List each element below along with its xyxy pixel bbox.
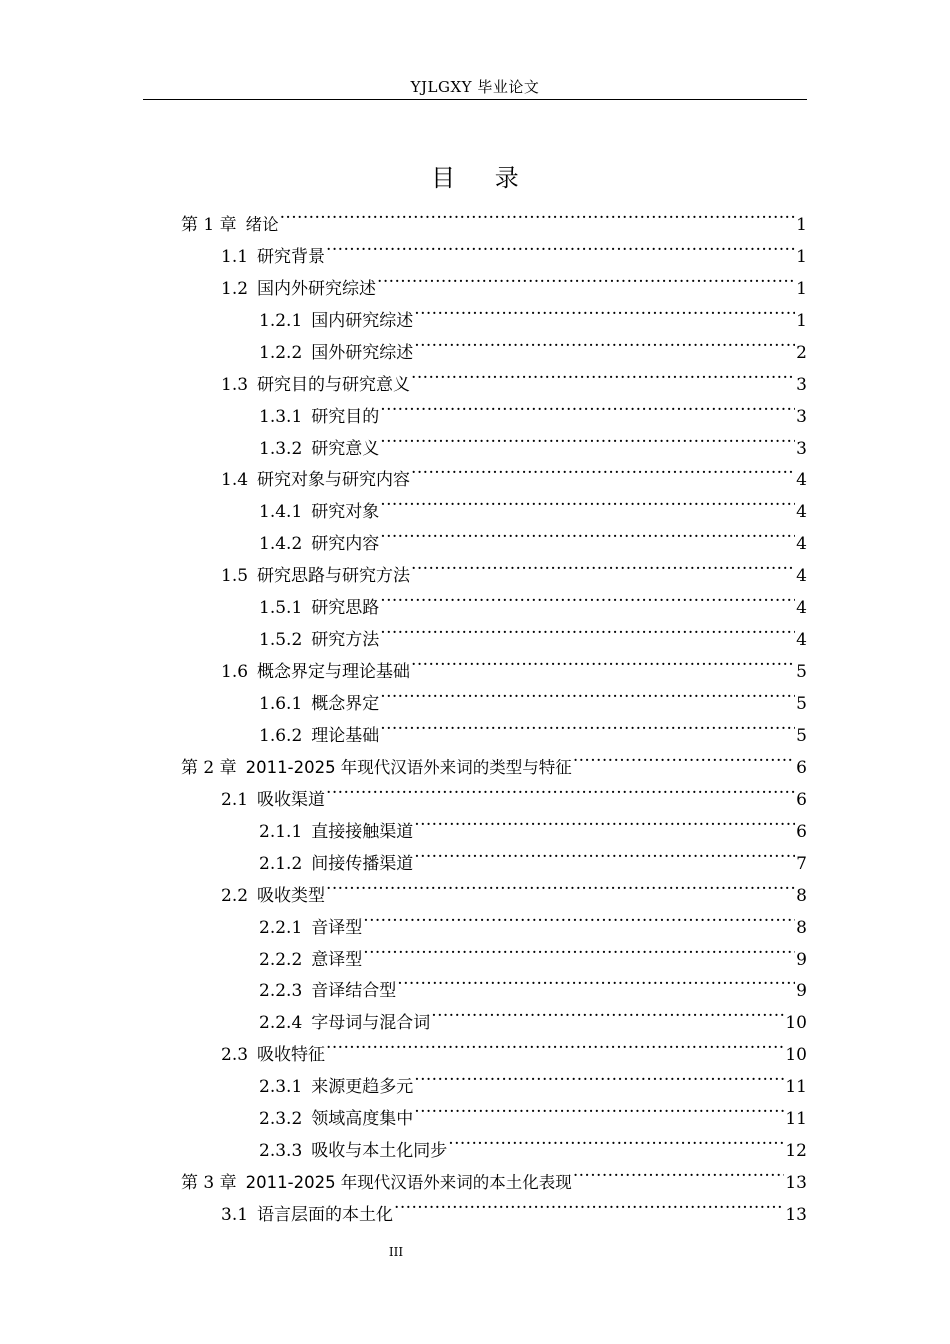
toc-entry-page: 3 [796, 438, 807, 459]
dot-leader [411, 549, 795, 581]
toc-entry-number: 1.4 [221, 470, 249, 491]
toc-entry-page: 5 [796, 725, 807, 746]
dot-leader [414, 326, 795, 358]
toc-entry-title: 2011-2025 年现代汉语外来词的类型与特征 [245, 757, 572, 777]
toc-entry-number: 2.3 [221, 1045, 249, 1066]
toc-entry-title: 吸收类型 [257, 885, 326, 906]
toc-entry-title: 来源更趋多元 [311, 1077, 414, 1098]
toc-entry-page: 6 [796, 757, 807, 778]
toc-entry-number: 第 2 章 [181, 757, 237, 778]
toc-entry-number: 1.4.2 [259, 534, 303, 555]
toc-entry-page: 6 [796, 821, 807, 842]
toc-entry-number: 第 1 章 [181, 214, 237, 235]
toc-entry-number: 2.1.2 [259, 853, 303, 874]
toc-entry-page: 3 [796, 374, 807, 395]
toc-entry-page: 4 [796, 502, 807, 523]
toc-entry-page: 13 [785, 1173, 807, 1194]
dot-leader [363, 901, 795, 933]
toc-entry-title: 吸收渠道 [257, 789, 326, 810]
dot-leader [431, 996, 784, 1028]
toc-entry-page: 7 [796, 853, 807, 874]
toc-entry-page: 4 [796, 566, 807, 587]
dot-leader [380, 485, 795, 517]
dot-leader [380, 709, 795, 741]
toc-entry-number: 1.4.1 [259, 502, 303, 523]
toc-entry-title: 研究对象与研究内容 [257, 470, 411, 491]
dot-leader [380, 677, 795, 709]
toc-entry-number: 1.2.1 [259, 310, 303, 331]
dot-leader [414, 1092, 784, 1124]
toc-entry-title: 吸收特征 [257, 1045, 326, 1066]
toc-entry-title: 直接接触渠道 [311, 821, 414, 842]
toc-entry-number: 第 3 章 [181, 1173, 237, 1194]
toc-entry-page: 5 [796, 694, 807, 714]
dot-leader [394, 1188, 784, 1220]
dot-leader [326, 230, 795, 262]
toc-entry-number: 3.1 [221, 1205, 249, 1225]
toc-entry-title: 领域高度集中 [311, 1109, 414, 1130]
toc-entry-page: 1 [796, 278, 807, 299]
toc-entry-number: 1.3.2 [259, 438, 303, 459]
toc-entry-page: 2 [796, 342, 807, 363]
toc-entry-page: 13 [785, 1205, 807, 1225]
toc-entry-number: 2.2.1 [259, 917, 303, 938]
toc-entry-title: 研究思路与研究方法 [257, 566, 411, 587]
dot-leader [414, 805, 795, 837]
toc-entry-page: 11 [785, 1109, 807, 1130]
toc-entry[interactable] [181, 198, 807, 235]
toc-entry-number: 2.2.3 [259, 981, 303, 1002]
toc-entry-number: 1.3 [221, 374, 249, 395]
toc-entry-title: 研究背景 [257, 246, 326, 267]
dot-leader [414, 1060, 784, 1092]
dot-leader [380, 517, 795, 549]
toc-entry-number: 1.6 [221, 662, 249, 683]
dot-leader [280, 198, 796, 230]
toc-entry-number: 1.5.2 [259, 630, 303, 651]
toc-entry-page: 5 [796, 662, 807, 683]
toc-entry-title: 2011-2025 年现代汉语外来词的本土化表现 [245, 1173, 572, 1193]
dot-leader [380, 613, 795, 645]
dot-leader [380, 581, 795, 613]
toc-entry-title: 研究内容 [311, 534, 380, 555]
toc-entry-page: 10 [785, 1013, 807, 1034]
dot-leader [414, 294, 795, 326]
toc-entry-page: 8 [796, 885, 807, 906]
toc-entry-number: 2.3.1 [259, 1077, 303, 1098]
toc-entry-title: 研究对象 [311, 502, 380, 523]
page-number: III [388, 1245, 404, 1259]
dot-leader [573, 1156, 785, 1188]
toc-entry-number: 1.6.1 [259, 694, 303, 714]
toc-entry-title: 国内研究综述 [311, 310, 414, 331]
toc-entry-title: 语言层面的本土化 [257, 1205, 394, 1225]
toc-entry-page: 1 [796, 214, 807, 235]
toc-entry-title: 研究目的与研究意义 [257, 374, 411, 395]
page-header: YJLGXY 毕业论文 [410, 78, 540, 96]
toc-entry-title: 概念界定 [311, 694, 380, 714]
toc-entry-title: 间接传播渠道 [311, 853, 414, 874]
dot-leader [448, 1124, 784, 1156]
toc-entry-number: 1.6.2 [259, 725, 303, 746]
dot-leader [411, 645, 795, 677]
table-of-contents [181, 198, 807, 1225]
dot-leader [377, 262, 795, 294]
dot-leader [414, 837, 795, 869]
dot-leader [397, 965, 795, 997]
dot-leader [411, 358, 795, 390]
toc-entry-number: 1.1 [221, 246, 249, 267]
dot-leader [326, 773, 795, 805]
toc-entry-number: 1.2 [221, 278, 249, 299]
dot-leader [380, 422, 795, 454]
toc-entry-page: 1 [796, 246, 807, 267]
toc-title: 目 录 [431, 164, 535, 192]
toc-entry-number: 2.3.2 [259, 1109, 303, 1130]
toc-entry-page: 12 [785, 1141, 807, 1162]
toc-entry-page: 8 [796, 917, 807, 938]
toc-entry-title: 研究思路 [311, 598, 380, 619]
toc-entry-number: 2.2.2 [259, 949, 303, 970]
toc-entry-page: 4 [796, 534, 807, 555]
toc-entry-number: 2.2.4 [259, 1013, 303, 1034]
toc-entry-number: 2.1 [221, 789, 249, 810]
toc-entry-title: 研究方法 [311, 630, 380, 651]
toc-entry-title: 理论基础 [311, 725, 380, 746]
toc-entry-title: 吸收与本土化同步 [311, 1141, 448, 1162]
toc-entry-title: 音译型 [311, 917, 363, 938]
toc-entry-number: 1.5 [221, 566, 249, 587]
toc-entry-number: 2.2 [221, 885, 249, 906]
toc-entry-title: 研究目的 [311, 406, 380, 427]
toc-entry-title: 意译型 [311, 949, 363, 970]
toc-entry-page: 4 [796, 630, 807, 651]
toc-entry-title: 研究意义 [311, 438, 380, 459]
toc-entry-page: 1 [796, 310, 807, 331]
toc-entry-page: 9 [796, 949, 807, 970]
toc-entry-page: 3 [796, 406, 807, 427]
toc-entry-page: 9 [796, 981, 807, 1002]
dot-leader [363, 933, 795, 965]
toc-entry-number: 1.2.2 [259, 342, 303, 363]
toc-entry-page: 4 [796, 470, 807, 491]
toc-entry-title: 字母词与混合词 [311, 1013, 431, 1034]
header-rule [143, 99, 807, 100]
toc-entry-title: 概念界定与理论基础 [257, 662, 411, 683]
toc-entry-number: 2.3.3 [259, 1141, 303, 1162]
toc-entry-number: 2.1.1 [259, 821, 303, 842]
toc-entry-page: 11 [785, 1077, 807, 1098]
toc-entry-page: 6 [796, 789, 807, 810]
toc-entry-number: 1.5.1 [259, 598, 303, 619]
toc-entry-page: 4 [796, 598, 807, 619]
toc-entry-title: 音译结合型 [311, 981, 397, 1002]
toc-entry-title: 绪论 [245, 214, 279, 234]
dot-leader [326, 869, 795, 901]
dot-leader [380, 390, 795, 422]
toc-entry-number: 1.3.1 [259, 406, 303, 427]
toc-entry-title: 国外研究综述 [311, 342, 414, 363]
toc-entry-title: 国内外研究综述 [257, 278, 377, 299]
dot-leader [573, 741, 795, 773]
dot-leader [411, 454, 795, 486]
dot-leader [326, 1028, 784, 1060]
toc-entry-page: 10 [785, 1045, 807, 1066]
